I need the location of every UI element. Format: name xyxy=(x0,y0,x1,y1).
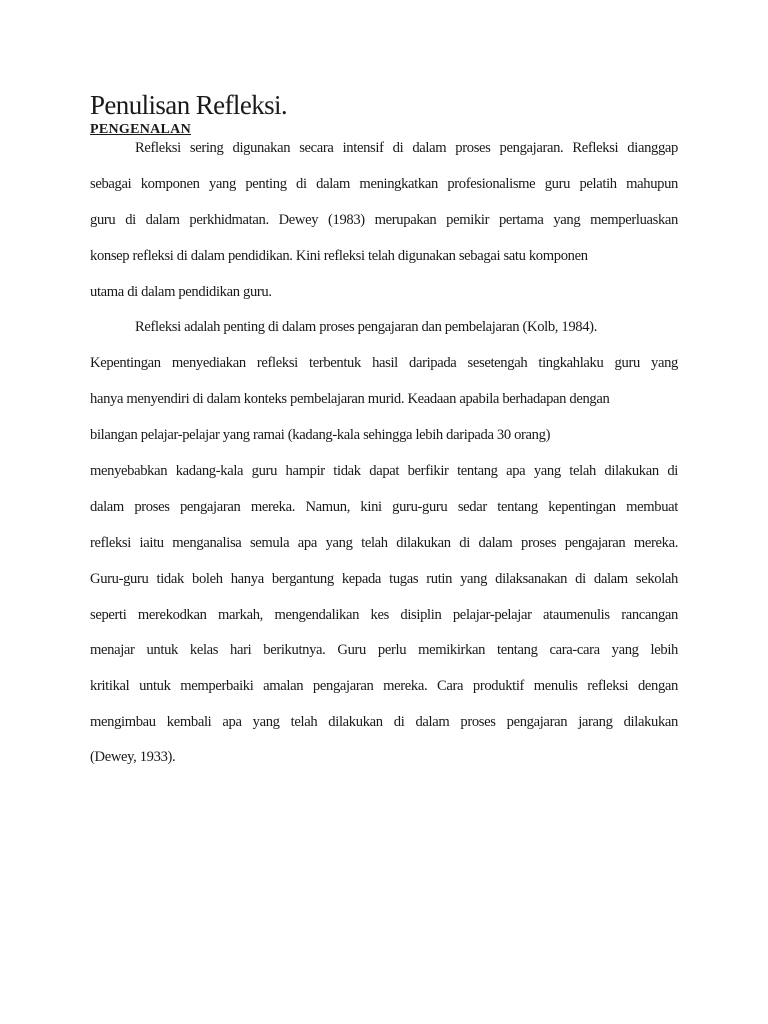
section-heading: PENGENALAN xyxy=(90,122,192,137)
text-line: refleksi iaitu menganalisa semula apa yang telah dilakukan di dalam proses pengajaran mereka. xyxy=(90,535,678,551)
text-line: guru di dalam perkhidmatan. Dewey (1983) merupakan pemikir pertama yang memperluaskan xyxy=(90,212,678,228)
text-line: Guru-guru tidak boleh hanya bergantung kepada tugas rutin yang dilaksanakan di dalam sekolah xyxy=(90,571,678,587)
text-line: seperti merekodkan markah, mengendalikan kes disiplin pelajar-pelajar ataumenulis rancangan xyxy=(90,607,678,623)
text-line: (Dewey, 1933). xyxy=(90,749,176,765)
text-line: Refleksi sering digunakan secara intensif di dalam proses pengajaran. Refleksi dianggap xyxy=(135,140,678,156)
text-line: sebagai komponen yang penting di dalam meningkatkan profesionalisme guru pelatih mahupun xyxy=(90,176,678,192)
text-line: dalam proses pengajaran mereka. Namun, kini guru-guru sedar tentang kepentingan membuat xyxy=(90,499,678,515)
text-line: kritikal untuk memperbaiki amalan pengajaran mereka. Cara produktif menulis refleksi dengan xyxy=(90,678,678,694)
text-line: konsep refleksi di dalam pendidikan. Kini refleksi telah digunakan sebagai satu komponen xyxy=(90,248,588,264)
document-title: Penulisan Refleksi. xyxy=(90,90,288,120)
text-line: hanya menyendiri di dalam konteks pembelajaran murid. Keadaan apabila berhadapan dengan xyxy=(90,391,610,407)
text-line: utama di dalam pendidikan guru. xyxy=(90,284,272,300)
text-line: menajar untuk kelas hari berikutnya. Guru perlu memikirkan tentang cara-cara yang lebih xyxy=(90,642,678,658)
text-line: mengimbau kembali apa yang telah dilakukan di dalam proses pengajaran jarang dilakukan xyxy=(90,714,678,730)
text-line: Refleksi adalah penting di dalam proses pengajaran dan pembelajaran (Kolb, 1984). xyxy=(135,319,597,335)
text-line: Kepentingan menyediakan refleksi terbentuk hasil daripada sesetengah tingkahlaku guru yang xyxy=(90,355,678,371)
text-line: bilangan pelajar-pelajar yang ramai (kadang-kala sehingga lebih daripada 30 orang) xyxy=(90,427,551,443)
text-line: menyebabkan kadang-kala guru hampir tidak dapat berfikir tentang apa yang telah dilakukan di xyxy=(90,463,678,479)
